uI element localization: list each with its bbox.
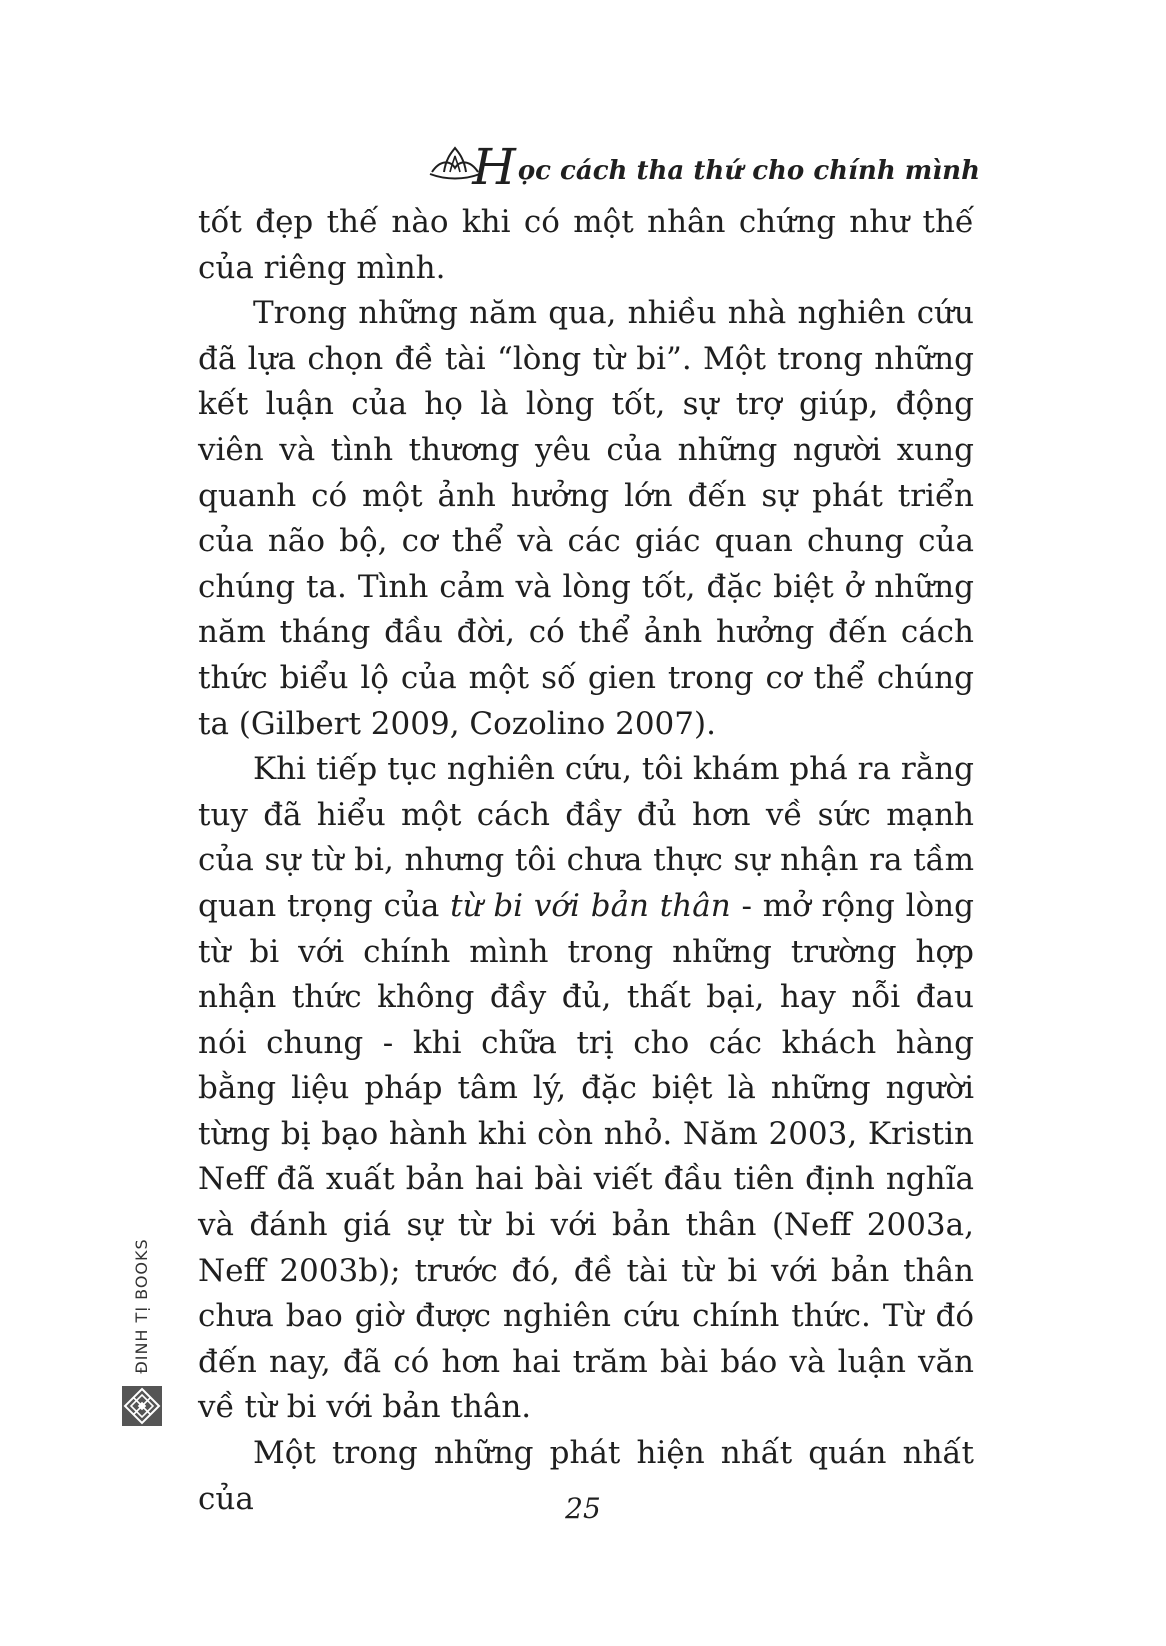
paragraph-1: tốt đẹp thế nào khi có một nhân chứng như thế của riêng mình. [198,204,974,286]
publisher-name: ĐINH TỊ BOOKS [132,1238,151,1374]
paragraph-2: Trong những năm qua, nhiều nhà nghiên cứu đã lựa chọn đề tài “lòng từ bi”. Một trong những kết luận của họ là lòng tốt, sự trợ giúp, động viên và tình thương yêu của những người xung quanh có một ảnh hưởng lớn đến sự phát triển của não bộ, cơ thể và các giác quan chung của chúng ta. Tình cảm và lòng tốt, đặc biệt ở những năm tháng đầu đời, có thể ảnh hưởng đến cách thức biểu lộ của một số gien trong cơ thể chúng ta (Gilbert 2009, Cozolino 2007). [198,295,974,742]
header-initial: H [472,138,516,196]
publisher-mark [120,1238,168,1430]
paragraph-3-part-2: - mở rộng lòng từ bi với chính mình trong những trường hợp nhận thức không đầy đủ, thất bại, hay nỗi đau nói chung - khi chữa trị cho các khách hàng bằng liệu pháp tâm lý, đặc biệt là những người từng bị bạo hành khi còn nhỏ. Năm 2003, Kristin Neff đã xuất bản hai bài viết đầu tiên định nghĩa và đánh giá sự từ bi với bản thân (Neff 2003a, Neff 2003b); trước đó, đề tài từ bi với bản thân chưa bao giờ được nghiên cứu chính thức. Từ đó đến nay, đã có hơn hai trăm bài báo và luận văn về từ bi với bản thân. [198,887,974,1426]
paragraph-3-part-1: Khi tiếp tục nghiên cứu, tôi khám phá ra rằng tuy đã hiểu một cách đầy đủ hơn về sức mạnh của sự từ bi, nhưng tôi chưa thực sự nhận ra tầm quan trọng của [198,751,974,924]
body-text [198,200,974,1522]
page-number: 25 [565,1492,601,1525]
paragraph-4: Một trong những phát hiện nhất quán nhất của [198,1435,974,1517]
header-title: ọc cách tha thứ cho chính mình [517,156,980,186]
running-header [426,132,980,196]
diamond-lattice-icon [122,1386,162,1426]
paragraph-3 [198,747,974,1431]
emphasis-self-compassion: từ bi với bản thân [450,887,731,924]
